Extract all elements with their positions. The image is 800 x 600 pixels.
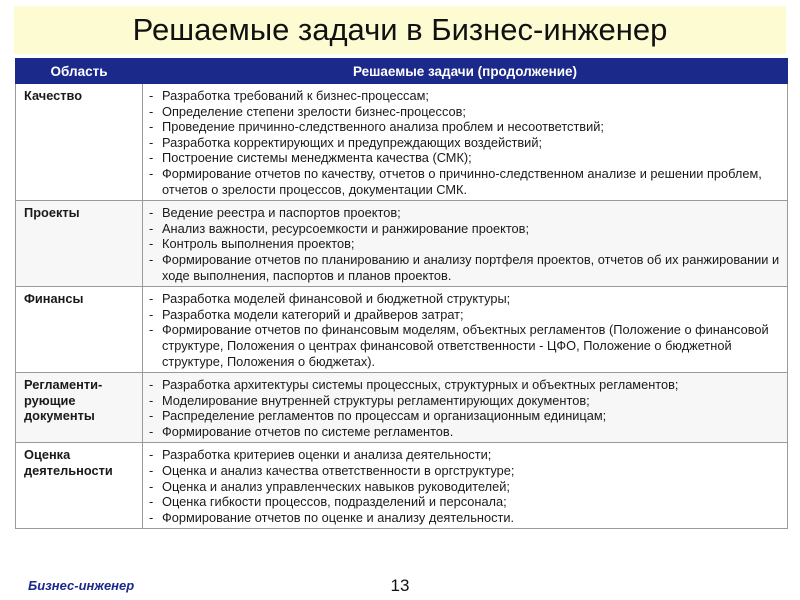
list-item: - Разработка архитектуры системы процессных, структурных и объектных регламентов; (149, 377, 781, 393)
row-area-regulations: Регламенти-рующие документы (16, 373, 143, 443)
list-item: - Формирование отчетов по системе регламентов. (149, 424, 781, 440)
list-item: - Построение системы менеджмента качества (СМК); (149, 150, 781, 166)
list-item: - Проведение причинно-следственного анализа проблем и несоответствий; (149, 119, 781, 135)
footer-brand: Бизнес-инженер (28, 578, 135, 593)
list-item: - Разработка моделей финансовой и бюджетной структуры; (149, 291, 781, 307)
list-item: - Определение степени зрелости бизнес-процессов; (149, 104, 781, 120)
list-item: - Анализ важности, ресурсоемкости и ранжирование проектов; (149, 221, 781, 237)
title-banner (14, 6, 786, 54)
list-item: - Разработка требований к бизнес-процессам; (149, 88, 781, 104)
table-row (16, 443, 788, 529)
task-list (149, 205, 781, 283)
page-number: 13 (390, 576, 410, 595)
row-area-performance: Оценка деятельности (16, 443, 143, 529)
list-item: - Формирование отчетов по качеству, отчетов о причинно-следственном анализе и решении проблем, отчетов о зрелости процессов, документации СМК. (149, 166, 781, 197)
task-list (149, 291, 781, 369)
list-item: - Оценка и анализ качества ответственности в оргструктуре; (149, 463, 781, 479)
row-area-finance: Финансы (16, 287, 143, 373)
row-tasks-cell (143, 373, 788, 443)
list-item: - Ведение реестра и паспортов проектов; (149, 205, 781, 221)
list-item: - Формирование отчетов по финансовым моделям, объектных регламентов (Положение о финансовой структуре, Положения о центрах финансовой ответственности - ЦФО, Положение о бюджетной структуре, Положения о бюджетах). (149, 322, 781, 369)
row-tasks-cell (143, 287, 788, 373)
table-row (16, 287, 788, 373)
row-tasks-cell (143, 443, 788, 529)
table-header-row (16, 59, 788, 84)
row-area-projects: Проекты (16, 201, 143, 287)
list-item: - Распределение регламентов по процессам и организационным единицам; (149, 408, 781, 424)
table-row (16, 201, 788, 287)
list-item: - Формирование отчетов по планированию и анализу портфеля проектов, отчетов об их ранжировании и ходе выполнения, паспортов и планов проектов. (149, 252, 781, 283)
row-tasks-cell (143, 201, 788, 287)
column-header-area: Область (16, 59, 143, 84)
page-title: Решаемые задачи в Бизнес-инженер (132, 12, 668, 47)
row-tasks-cell (143, 84, 788, 201)
list-item: - Оценка гибкости процессов, подразделений и персонала; (149, 494, 781, 510)
tasks-table (15, 58, 788, 529)
table-row (16, 373, 788, 443)
list-item: - Разработка модели категорий и драйверов затрат; (149, 307, 781, 323)
row-area-quality: Качество (16, 84, 143, 201)
column-header-tasks: Решаемые задачи (продолжение) (143, 59, 788, 84)
task-list (149, 377, 781, 439)
task-list (149, 447, 781, 525)
list-item: - Оценка и анализ управленческих навыков руководителей; (149, 479, 781, 495)
list-item: - Контроль выполнения проектов; (149, 236, 781, 252)
table-body (16, 84, 788, 529)
task-list (149, 88, 781, 197)
table-row (16, 84, 788, 201)
list-item: - Моделирование внутренней структуры регламентирующих документов; (149, 393, 781, 409)
list-item: - Формирование отчетов по оценке и анализу деятельности. (149, 510, 781, 526)
list-item: - Разработка критериев оценки и анализа деятельности; (149, 447, 781, 463)
list-item: - Разработка корректирующих и предупреждающих воздействий; (149, 135, 781, 151)
